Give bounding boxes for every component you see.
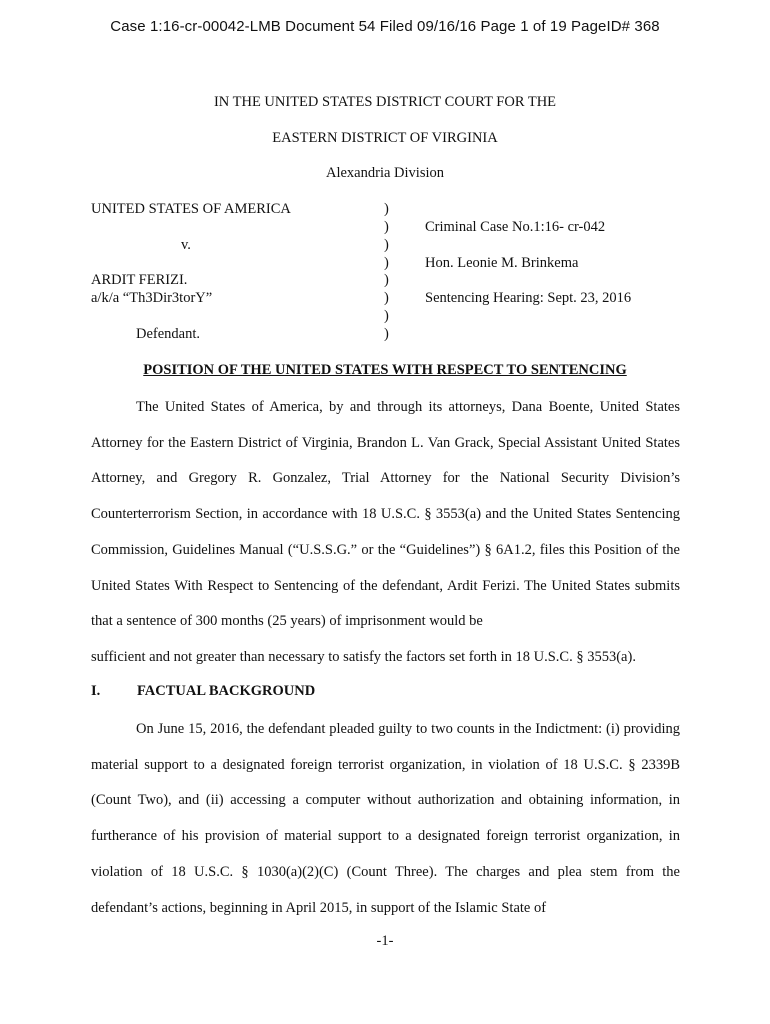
court-division: Alexandria Division	[326, 165, 444, 181]
paragraph-intro-last-line: sufficient and not greater than necessary to satisfy the factors set forth in 18 U.S.C. § 3553(a).	[91, 648, 636, 665]
caption-paren: )	[384, 272, 389, 288]
caption-alias: a/k/a “Th3Dir3torY”	[91, 290, 213, 306]
caption-paren: )	[384, 219, 389, 235]
paragraph-intro-body: The United States of America, by and through its attorneys, Dana Boente, United States Attorney for the Eastern District of Virginia, Brandon L. Van Grack, Special Assistant United States Attorney, and Gregory R. Gonzalez, Trial Attorney for the National Security Division’s Counterterrorism Section, in accordance with 18 U.S.C. § 3553(a) and the United States Sentencing Commission, Guidelines Manual (“U.S.S.G.” or the “Guidelines”) § 6A1.2, files this Position of the United States With Respect to Sentencing of the defendant, Ardit Ferizi. The United States submits that a sentence of 300 months (25 years) of imprisonment would be	[91, 399, 680, 630]
caption-hearing-date: Sentencing Hearing: Sept. 23, 2016	[425, 290, 632, 306]
section-title: FACTUAL BACKGROUND	[137, 683, 316, 699]
caption-paren: )	[384, 326, 389, 342]
court-title-line2: EASTERN DISTRICT OF VIRGINIA	[272, 130, 498, 146]
paragraph-intro	[91, 390, 680, 676]
caption-defendant-name: ARDIT FERIZI.	[91, 272, 188, 288]
caption-plaintiff: UNITED STATES OF AMERICA	[91, 201, 291, 217]
caption-versus: v.	[181, 237, 191, 253]
document-heading: POSITION OF THE UNITED STATES WITH RESPECT TO SENTENCING	[143, 362, 627, 378]
caption-paren: )	[384, 237, 389, 253]
filing-header-stamp: Case 1:16-cr-00042-LMB Document 54 Filed 09/16/16 Page 1 of 19 PageID# 368	[110, 18, 660, 35]
caption-case-number: Criminal Case No.1:16- cr-042	[425, 219, 606, 235]
caption-paren: )	[384, 255, 389, 271]
court-title-line1: IN THE UNITED STATES DISTRICT COURT FOR THE	[213, 94, 557, 110]
page-number: -1-	[376, 933, 394, 949]
caption-paren: )	[384, 308, 389, 324]
caption-paren: )	[384, 290, 389, 306]
caption-defendant-label: Defendant.	[136, 326, 201, 342]
paragraph-factual-background: On June 15, 2016, the defendant pleaded guilty to two counts in the Indictment: (i) providing material support to a designated foreign terrorist organization, in violation of 18 U.S.C. § 2339B (Count Two), and (ii) accessing a computer without authorization and obtaining information, in furtherance of his provision of material support to a designated foreign terrorist organization, in violation of 18 U.S.C. § 1030(a)(2)(C) (Count Three). The charges and plea stem from the defendant’s actions, beginning in April 2015, in support of the Islamic State of	[91, 721, 680, 916]
section-number: I.	[91, 683, 101, 699]
caption-paren: )	[384, 201, 389, 217]
caption-judge: Hon. Leonie M. Brinkema	[425, 255, 579, 271]
